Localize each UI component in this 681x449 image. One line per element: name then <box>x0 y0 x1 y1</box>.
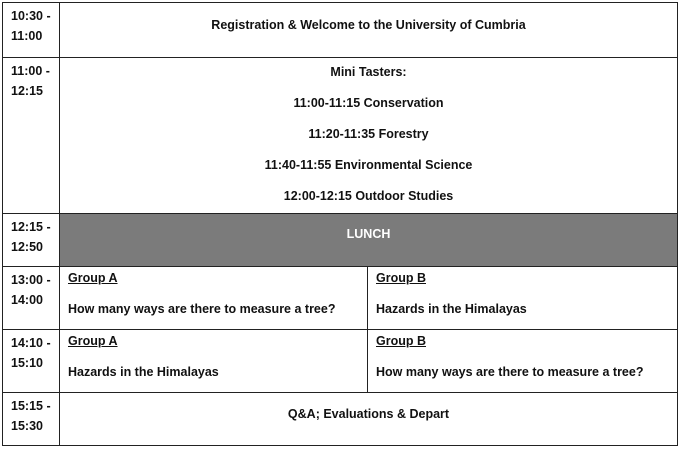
group-label: Group A <box>68 271 118 285</box>
time-cell: 11:00 - 12:15 <box>3 58 60 213</box>
time-cell: 14:10 - 15:10 <box>3 330 60 392</box>
taster-item: 11:40-11:55 Environmental Science <box>264 158 473 172</box>
group-b-cell <box>368 267 677 329</box>
group-a-cell <box>60 330 368 392</box>
session-title: How many ways are there to measure a tree? <box>376 365 644 379</box>
taster-item: 11:20-11:35 Forestry <box>308 127 429 141</box>
session-title: Hazards in the Himalayas <box>68 365 219 379</box>
schedule-row-registration <box>3 3 677 58</box>
session-title: Hazards in the Himalayas <box>376 302 527 316</box>
content-cell <box>60 3 677 57</box>
content-cell <box>60 330 677 392</box>
content-cell <box>60 267 677 329</box>
content-cell <box>60 58 677 213</box>
registration-text: Registration & Welcome to the University of Cumbria <box>211 18 526 32</box>
schedule-row-depart <box>3 393 677 445</box>
schedule-row-session-1 <box>3 267 677 330</box>
time-cell: 12:15 - 12:50 <box>3 214 60 266</box>
depart-text: Q&A; Evaluations & Depart <box>287 407 450 421</box>
lunch-cell <box>60 214 677 266</box>
lunch-text: LUNCH <box>346 227 391 241</box>
group-label: Group A <box>68 334 118 348</box>
schedule-row-lunch <box>3 214 677 267</box>
time-cell: 10:30 - 11:00 <box>3 3 60 57</box>
taster-item: 12:00-12:15 Outdoor Studies <box>283 189 454 203</box>
time-cell: 15:15 - 15:30 <box>3 393 60 445</box>
mini-tasters-heading: Mini Tasters: <box>330 65 407 79</box>
schedule-table <box>2 2 678 446</box>
group-b-cell <box>368 330 677 392</box>
schedule-row-mini-tasters <box>3 58 677 214</box>
session-title: How many ways are there to measure a tree? <box>68 302 336 316</box>
schedule-row-session-2 <box>3 330 677 393</box>
group-label: Group B <box>376 334 426 348</box>
time-cell: 13:00 - 14:00 <box>3 267 60 329</box>
taster-item: 11:00-11:15 Conservation <box>293 96 444 110</box>
content-cell <box>60 393 677 445</box>
group-label: Group B <box>376 271 426 285</box>
group-a-cell <box>60 267 368 329</box>
